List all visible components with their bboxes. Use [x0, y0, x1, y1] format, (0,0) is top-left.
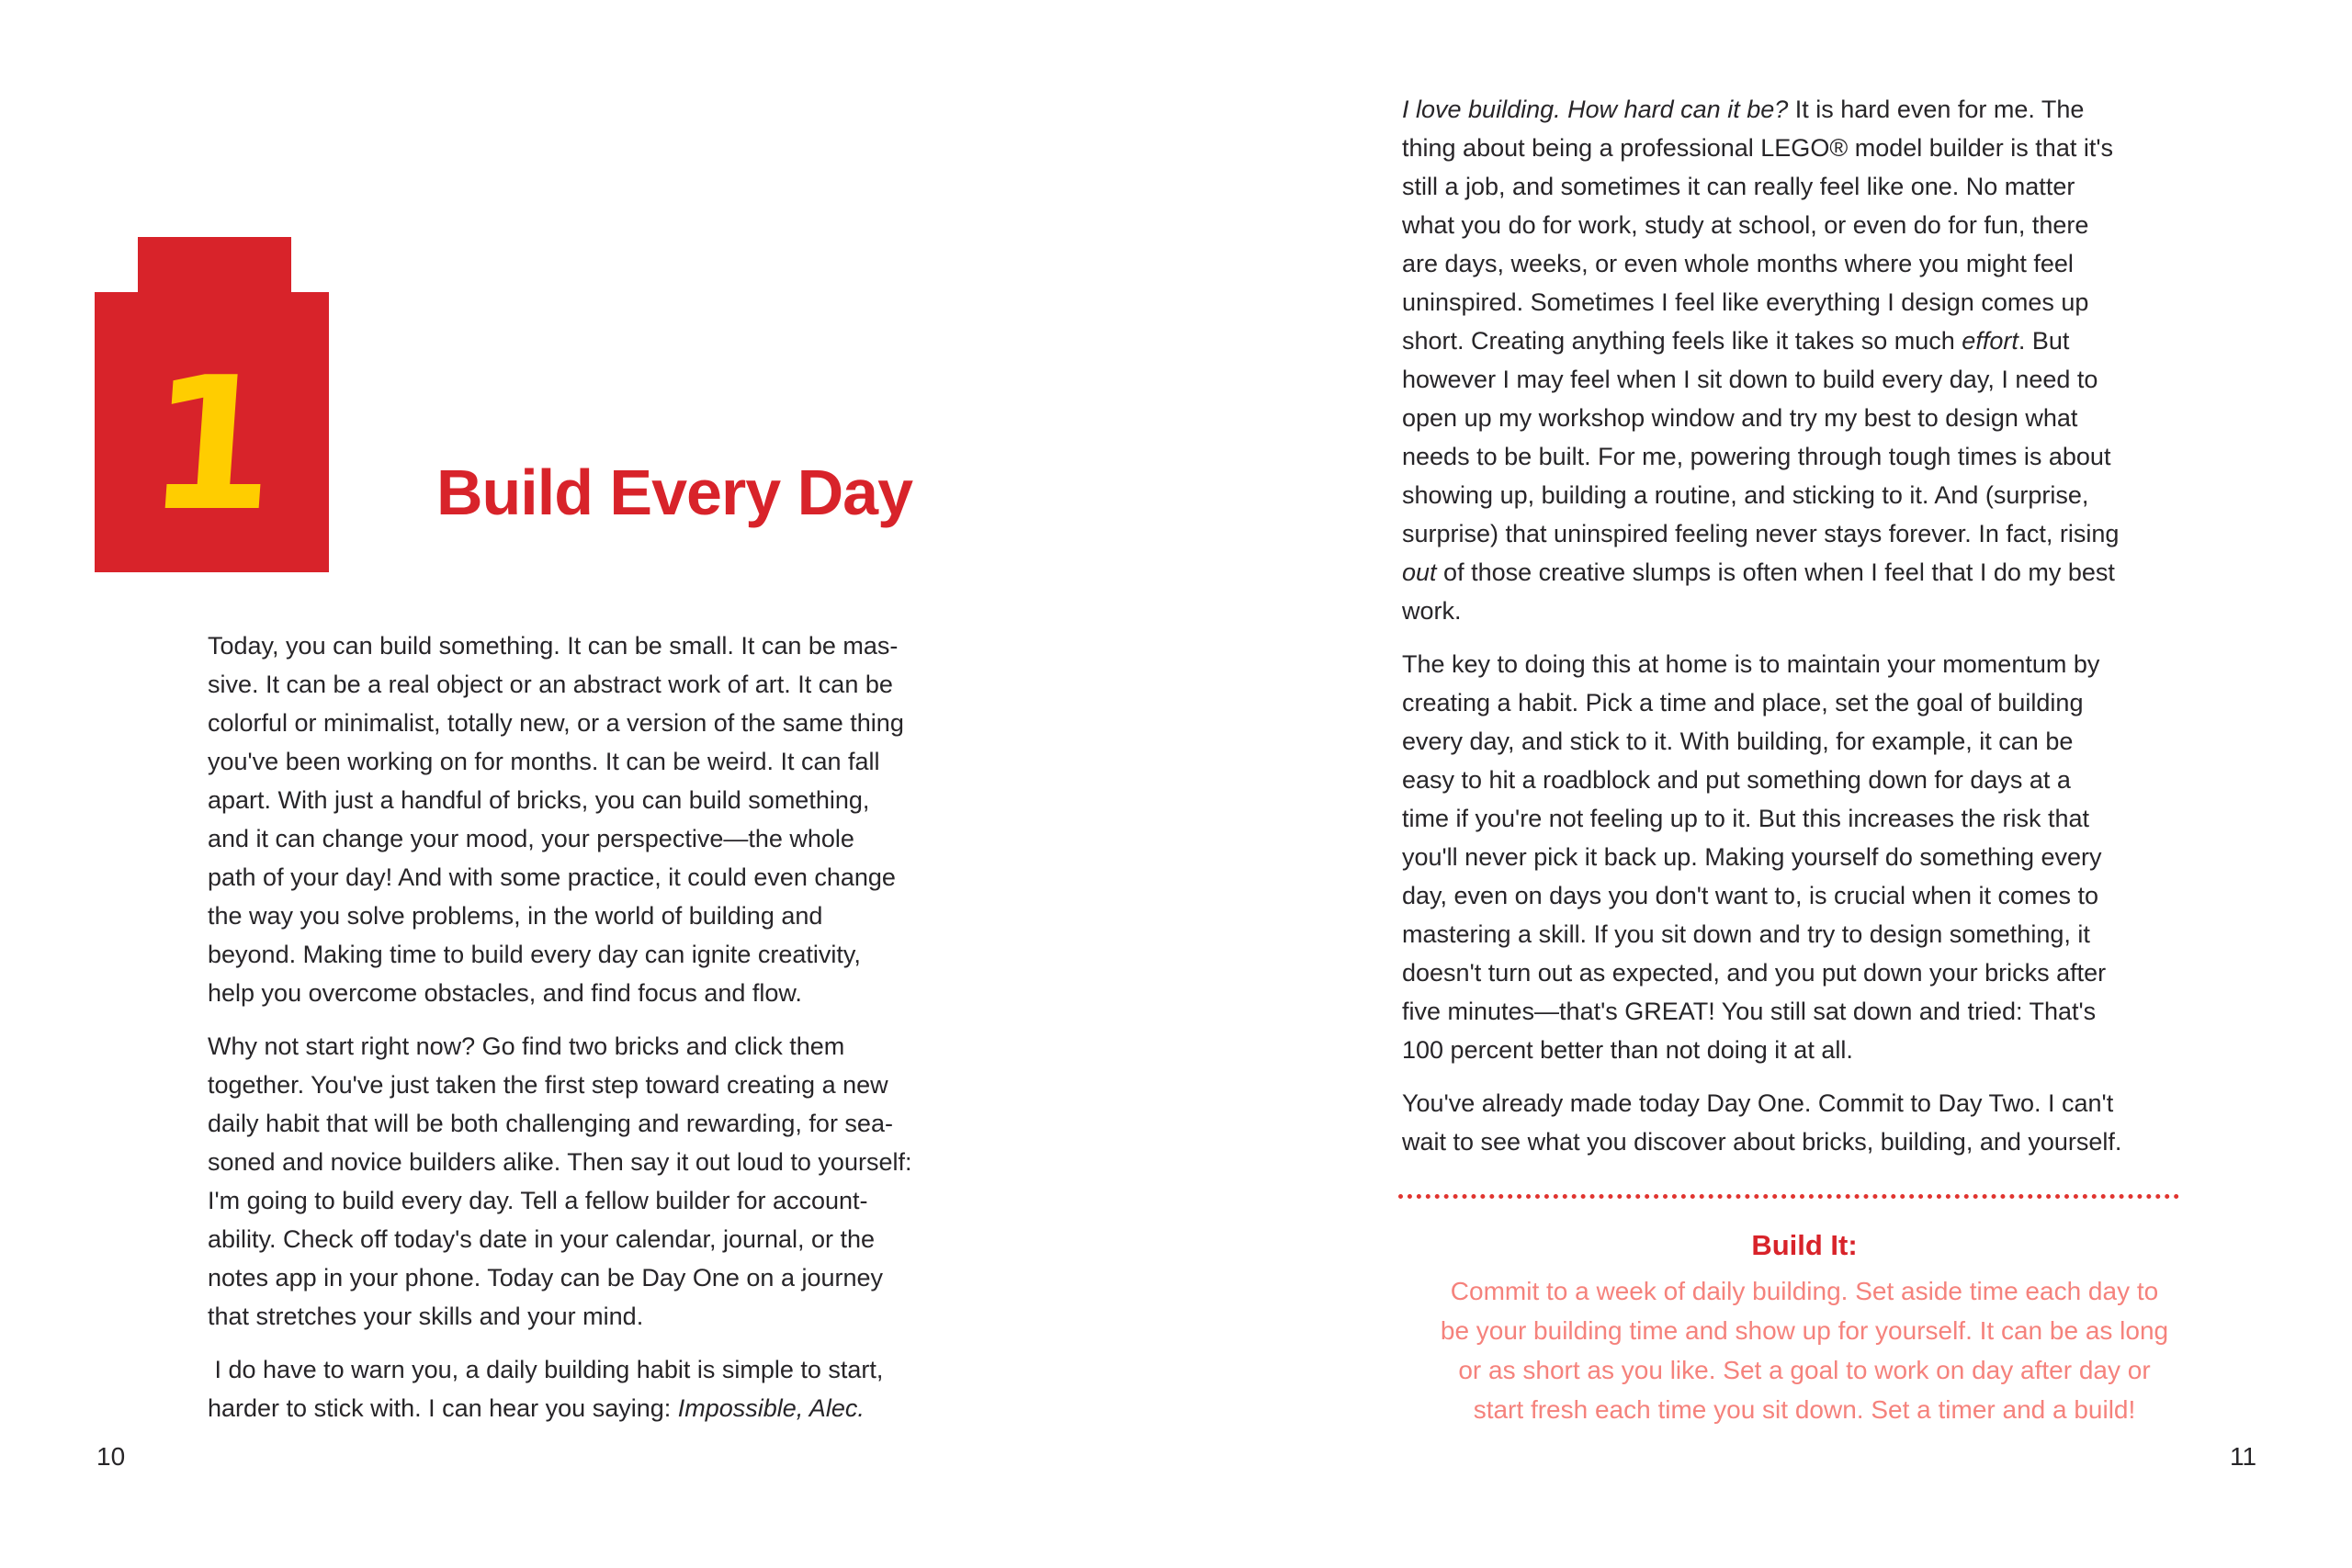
left-page-body-text: [208, 626, 1016, 1427]
text-line: creating a habit. Pick a time and place, set the goal of building: [1402, 689, 2084, 716]
text-line: daily habit that will be both challenging and rewarding, for sea-: [208, 1110, 893, 1137]
text-line: showing up, building a routine, and sticking to it. And (surprise,: [1402, 481, 2089, 509]
text-line: Commit to a week of daily building. Set aside time each day to: [1450, 1277, 2159, 1306]
text-line: every day, and stick to it. With building, for example, it can be: [1402, 728, 2074, 755]
text-line: I do have to warn you, a daily building habit is simple to start,: [208, 1356, 884, 1383]
brick-stud: [138, 237, 291, 292]
text-line: day, even on days you don't want to, is crucial when it comes to: [1402, 882, 2099, 909]
text-line: you'll never pick it back up. Making yourself do something every: [1402, 843, 2102, 871]
text-line: be your building time and show up for yourself. It can be as long: [1440, 1316, 2169, 1346]
text-line: surprise) that uninspired feeling never stays forever. In fact, rising: [1402, 520, 2120, 547]
text-line: I'm going to build every day. Tell a fellow builder for account-: [208, 1187, 868, 1214]
paragraph: [1402, 1084, 2214, 1161]
text-line: and it can change your mood, your perspective—the whole: [208, 825, 854, 852]
text-line: needs to be built. For me, powering through tough times is about: [1402, 443, 2111, 470]
text-line: sive. It can be a real object or an abstract work of art. It can be: [208, 671, 893, 698]
text-line: mastering a skill. If you sit down and try to design something, it: [1402, 920, 2090, 948]
paragraph: [208, 1350, 1016, 1427]
text-line: work.: [1402, 597, 1462, 625]
text-line: Today, you can build something. It can be small. It can be mas-: [208, 632, 899, 660]
text-line: wait to see what you discover about bricks, building, and yourself.: [1402, 1128, 2122, 1156]
text-line: uninspired. Sometimes I feel like everything I design comes up: [1402, 288, 2089, 316]
text-line: you've been working on for months. It can be weird. It can fall: [208, 748, 880, 775]
text-line: Why not start right now? Go find two bricks and click them: [208, 1032, 845, 1060]
text-line: five minutes—that's GREAT! You still sat down and tried: That's: [1402, 998, 2097, 1025]
text-line: You've already made today Day One. Commit to Day Two. I can't: [1402, 1089, 2114, 1117]
text-line: are days, weeks, or even whole months where you might feel: [1402, 250, 2074, 277]
text-line: harder to stick with. I can hear you saying: Impossible, Alec.: [208, 1394, 865, 1422]
text-line: help you overcome obstacles, and find focus and flow.: [208, 979, 802, 1007]
text-line: doesn't turn out as expected, and you put down your bricks after: [1402, 959, 2107, 987]
page-number-right: 11: [2230, 1442, 2257, 1471]
build-it-text: [1398, 1271, 2211, 1429]
text-line: short. Creating anything feels like it takes so much effort. But: [1402, 327, 2070, 355]
paragraph: [1402, 645, 2214, 1069]
chapter-number: 1: [140, 337, 284, 552]
text-line: out of those creative slumps is often when I feel that I do my best: [1402, 558, 2115, 586]
text-line: soned and novice builders alike. Then say it out loud to yourself:: [208, 1148, 912, 1176]
dotted-rule: [1398, 1194, 2179, 1199]
chapter-brick-icon: [95, 237, 329, 572]
brick-body: [95, 292, 329, 572]
text-line: thing about being a professional LEGO® model builder is that it's: [1402, 134, 2113, 162]
text-line: notes app in your phone. Today can be Day One on a journey: [208, 1264, 884, 1292]
text-line: time if you're not feeling up to it. But this increases the risk that: [1402, 805, 2090, 832]
paragraph: [208, 1027, 1016, 1336]
build-it-heading: Build It:: [1751, 1229, 1858, 1261]
chapter-title: Build Every Day: [436, 457, 912, 528]
text-line: the way you solve problems, in the world of building and: [208, 902, 823, 930]
right-page-body-text: [1402, 90, 2214, 1161]
text-line: open up my workshop window and try my best to design what: [1402, 404, 2078, 432]
text-line: however I may feel when I sit down to build every day, I need to: [1402, 366, 2098, 393]
text-line: 100 percent better than not doing it at all.: [1402, 1036, 1853, 1064]
text-line: ability. Check off today's date in your calendar, journal, or the: [208, 1225, 876, 1253]
text-line: colorful or minimalist, totally new, or a version of the same thing: [208, 709, 904, 737]
page-number-left: 10: [96, 1442, 126, 1471]
text-line: beyond. Making time to build every day can ignite creativity,: [208, 941, 861, 968]
text-line: path of your day! And with some practice, it could even change: [208, 863, 896, 891]
text-line: still a job, and sometimes it can really feel like one. No matter: [1402, 173, 2075, 200]
paragraph: [208, 626, 1016, 1012]
text-line: apart. With just a handful of bricks, you can build something,: [208, 786, 870, 814]
text-line: start fresh each time you sit down. Set a timer and a build!: [1473, 1395, 2136, 1425]
text-line: I love building. How hard can it be? It is hard even for me. The: [1402, 96, 2085, 123]
paragraph: [1402, 90, 2214, 630]
text-line: what you do for work, study at school, or even do for fun, there: [1402, 211, 2089, 239]
text-line: together. You've just taken the first step toward creating a new: [208, 1071, 888, 1099]
text-line: easy to hit a roadblock and put something down for days at a: [1402, 766, 2071, 794]
text-line: The key to doing this at home is to maintain your momentum by: [1402, 650, 2100, 678]
text-line: or as short as you like. Set a goal to work on day after day or: [1458, 1356, 2151, 1385]
text-line: that stretches your skills and your mind.: [208, 1303, 644, 1330]
build-it-section: [1398, 1194, 2211, 1429]
